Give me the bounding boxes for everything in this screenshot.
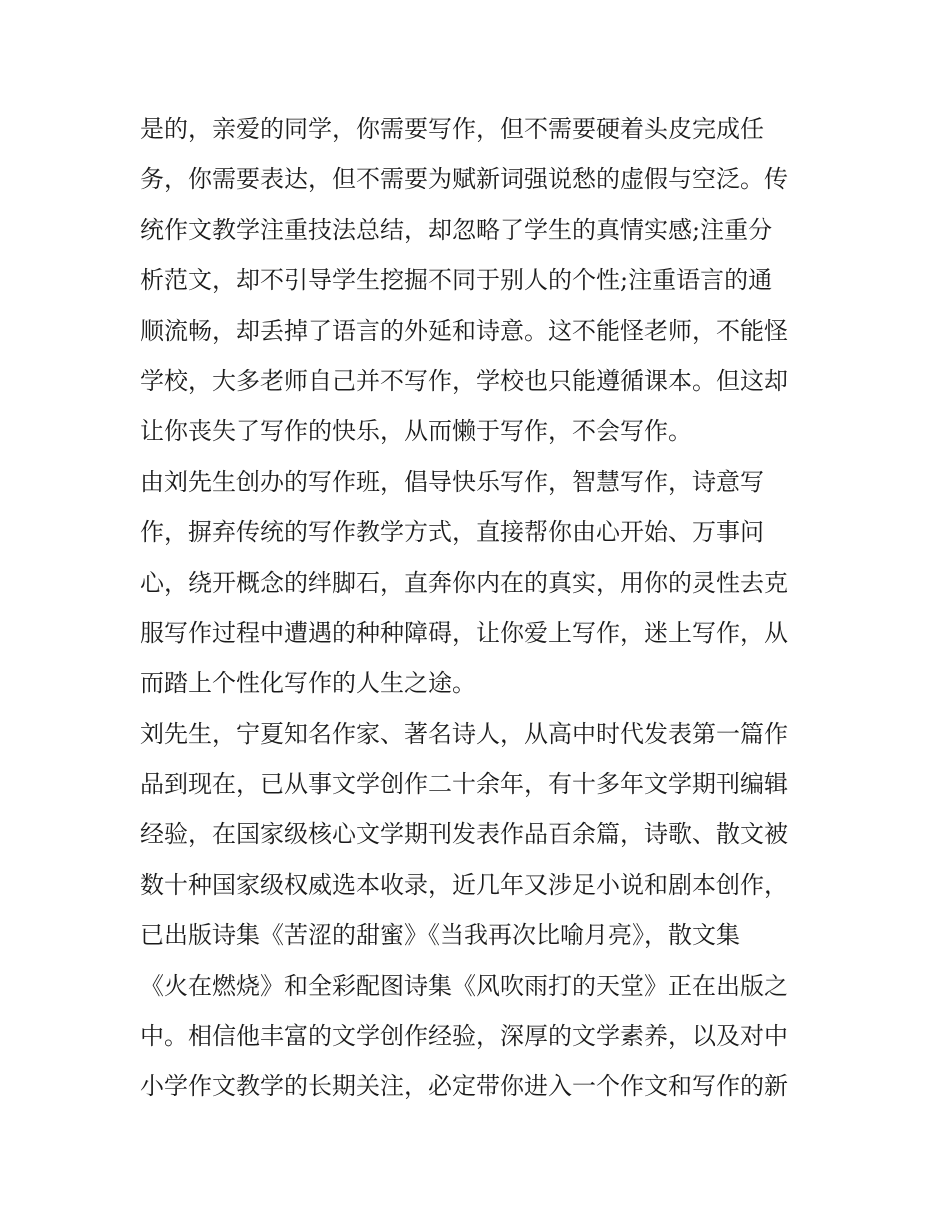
text-line: 顺流畅，却丢掉了语言的外延和诗意。这不能怪老师，不能怪 xyxy=(140,316,788,345)
text-line: 经验，在国家级核心文学期刊发表作品百余篇，诗歌、散文被 xyxy=(140,820,788,849)
text-line: 统作文教学注重技法总结，却忽略了学生的真情实感;注重分 xyxy=(140,215,773,244)
text-line: 服写作过程中遭遇的种种障碍，让你爱上写作，迷上写作，从 xyxy=(140,618,788,647)
text-line: 由刘先生创办的写作班，倡导快乐写作，智慧写作，诗意写 xyxy=(140,467,764,496)
text-line: 而踏上个性化写作的人生之途。 xyxy=(140,669,476,698)
text-line: 小学作文教学的长期关注，必定带你进入一个作文和写作的新 xyxy=(140,1072,788,1101)
text-line: 务，你需要表达，但不需要为赋新词强说愁的虚假与空泛。传 xyxy=(140,165,788,194)
text-line: 析范文，却不引导学生挖掘不同于别人的个性;注重语言的通 xyxy=(140,266,773,295)
text-line: 心，绕开概念的绊脚石，直奔你内在的真实，用你的灵性去克 xyxy=(140,568,788,597)
document-body xyxy=(140,104,816,1112)
paragraph-writing-class xyxy=(140,457,816,709)
text-line: 刘先生，宁夏知名作家、著名诗人，从高中时代发表第一篇作 xyxy=(140,719,788,748)
paragraph-author-bio xyxy=(140,709,816,1112)
text-line: 学校，大多老师自己并不写作，学校也只能遵循课本。但这却 xyxy=(140,366,788,395)
text-line: 中。相信他丰富的文学创作经验，深厚的文学素养，以及对中 xyxy=(140,1022,788,1051)
text-line: 品到现在，已从事文学创作二十余年，有十多年文学期刊编辑 xyxy=(140,770,788,799)
paragraph-intro xyxy=(140,104,816,457)
text-line: 让你丧失了写作的快乐，从而懒于写作，不会写作。 xyxy=(140,417,692,446)
text-line: 作，摒弃传统的写作教学方式，直接帮你由心开始、万事问 xyxy=(140,518,764,547)
text-line: 已出版诗集《苦涩的甜蜜》《当我再次比喻月亮》，散文集 xyxy=(140,921,740,950)
text-line: 是的，亲爱的同学，你需要写作，但不需要硬着头皮完成任 xyxy=(140,115,764,143)
text-line: 数十种国家级权威选本收录，近几年又涉足小说和剧本创作， xyxy=(140,870,788,899)
text-line: 《火在燃烧》和全彩配图诗集《风吹雨打的天堂》正在出版之 xyxy=(140,971,788,1000)
